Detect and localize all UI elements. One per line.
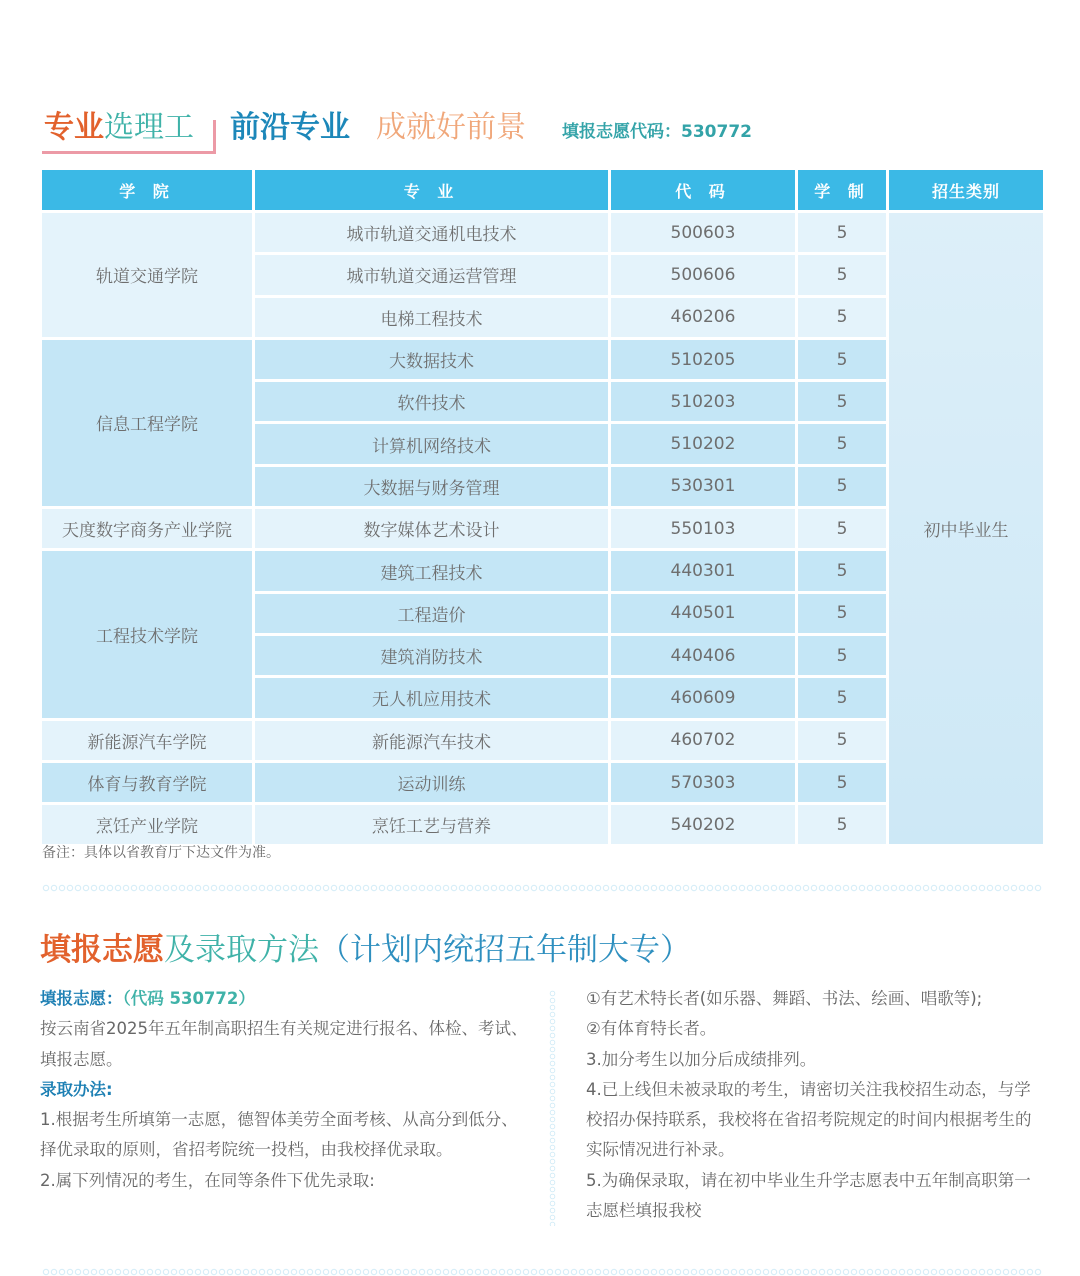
section-title-majors bbox=[42, 102, 752, 152]
major-cell: 建筑消防技术 bbox=[255, 636, 608, 678]
fill-label: 填报志愿：（代码 530772） bbox=[40, 989, 255, 1008]
years-cell: 5 bbox=[798, 424, 886, 466]
code-cell: 530301 bbox=[611, 467, 795, 509]
major-cell: 运动训练 bbox=[255, 763, 608, 805]
admit-item: 4.已上线但未被录取的考生，请密切关注我校招生动态，与学校招办保持联系，我校将在省招考院规定的时间内根据考生的实际情况进行补录。 bbox=[586, 1079, 1032, 1160]
code-cell: 460609 bbox=[611, 678, 795, 720]
admit-item: 5.为确保录取，请在初中毕业生升学志愿表中五年制高职第一志愿栏填报我校 bbox=[586, 1170, 1031, 1221]
table-row bbox=[42, 213, 1043, 255]
years-cell: 5 bbox=[798, 213, 886, 255]
majors-table bbox=[39, 170, 1046, 847]
admit-item: 3.加分考生以加分后成绩排列。 bbox=[586, 1049, 817, 1069]
title-paren: （计划内统招五年制大专） bbox=[319, 932, 691, 968]
major-cell: 大数据技术 bbox=[255, 340, 608, 382]
category-cell: 初中毕业生 bbox=[889, 213, 1043, 847]
code-cell: 500603 bbox=[611, 213, 795, 255]
years-cell: 5 bbox=[798, 805, 886, 847]
major-cell: 城市轨道交通机电技术 bbox=[255, 213, 608, 255]
code-cell: 440501 bbox=[611, 594, 795, 636]
code-cell: 460206 bbox=[611, 298, 795, 340]
title-future: 成就好前景 bbox=[376, 110, 526, 145]
section-title-admission bbox=[40, 924, 691, 969]
title-mid: 及录取方法 bbox=[164, 932, 319, 968]
admit-label: 录取办法: bbox=[40, 1079, 113, 1099]
code-cell: 460702 bbox=[611, 721, 795, 763]
table-header-row bbox=[42, 170, 1043, 213]
code-cell: 550103 bbox=[611, 509, 795, 551]
header-major: 专 业 bbox=[255, 170, 608, 213]
header-college: 学 院 bbox=[42, 170, 252, 213]
header-category: 招生类别 bbox=[889, 170, 1043, 213]
college-cell: 体育与教育学院 bbox=[42, 763, 252, 805]
major-cell: 新能源汽车技术 bbox=[255, 721, 608, 763]
major-cell: 烹饪工艺与营养 bbox=[255, 805, 608, 847]
major-cell: 建筑工程技术 bbox=[255, 551, 608, 593]
code-cell: 500606 bbox=[611, 255, 795, 297]
code-cell: 440406 bbox=[611, 636, 795, 678]
code-cell: 570303 bbox=[611, 763, 795, 805]
years-cell: 5 bbox=[798, 594, 886, 636]
header-code: 代 码 bbox=[611, 170, 795, 213]
code-cell: 440301 bbox=[611, 551, 795, 593]
college-cell: 工程技术学院 bbox=[42, 551, 252, 720]
table-note: 备注：具体以省教育厅下达文件为准。 bbox=[42, 845, 280, 861]
header-years: 学 制 bbox=[798, 170, 886, 213]
code-cell: 540202 bbox=[611, 805, 795, 847]
application-code: 填报志愿代码：530772 bbox=[562, 122, 752, 142]
years-cell: 5 bbox=[798, 636, 886, 678]
admit-item: 1.根据考生所填第一志愿，德智体美劳全面考核、从高分到低分、择优录取的原则，省招考院统一投档，由我校择优录取。 bbox=[40, 1110, 518, 1160]
title-emph: 专业 bbox=[44, 110, 104, 145]
years-cell: 5 bbox=[798, 678, 886, 720]
major-cell: 大数据与财务管理 bbox=[255, 467, 608, 509]
major-cell: 电梯工程技术 bbox=[255, 298, 608, 340]
years-cell: 5 bbox=[798, 255, 886, 297]
title-box bbox=[42, 102, 216, 152]
years-cell: 5 bbox=[798, 298, 886, 340]
wavy-divider bbox=[42, 884, 1042, 892]
major-cell: 计算机网络技术 bbox=[255, 424, 608, 466]
years-cell: 5 bbox=[798, 763, 886, 805]
code-cell: 510205 bbox=[611, 340, 795, 382]
major-cell: 城市轨道交通运营管理 bbox=[255, 255, 608, 297]
college-cell: 新能源汽车学院 bbox=[42, 721, 252, 763]
years-cell: 5 bbox=[798, 551, 886, 593]
years-cell: 5 bbox=[798, 467, 886, 509]
major-cell: 无人机应用技术 bbox=[255, 678, 608, 720]
major-cell: 软件技术 bbox=[255, 382, 608, 424]
admit-item: 2.属下列情况的考生，在同等条件下优先录取: bbox=[40, 1170, 375, 1190]
college-cell: 轨道交通学院 bbox=[42, 213, 252, 340]
wavy-divider-bottom bbox=[42, 1268, 1042, 1276]
years-cell: 5 bbox=[798, 382, 886, 424]
vertical-wavy-divider bbox=[549, 990, 556, 1226]
college-cell: 信息工程学院 bbox=[42, 340, 252, 509]
title-rest: 选理工 bbox=[104, 110, 194, 145]
code-cell: 510202 bbox=[611, 424, 795, 466]
admit-item: ②有体育特长者。 bbox=[586, 1019, 717, 1039]
major-cell: 数字媒体艺术设计 bbox=[255, 509, 608, 551]
years-cell: 5 bbox=[798, 509, 886, 551]
years-cell: 5 bbox=[798, 721, 886, 763]
years-cell: 5 bbox=[798, 340, 886, 382]
college-cell: 天度数字商务产业学院 bbox=[42, 509, 252, 551]
admission-right-column bbox=[586, 984, 1046, 1226]
fill-text: 按云南省2025年五年制高职招生有关规定进行报名、体检、考试、填报志愿。 bbox=[40, 1019, 528, 1069]
title-emph: 填报志愿 bbox=[40, 932, 164, 968]
title-frontier: 前沿专业 bbox=[230, 110, 350, 145]
college-cell: 烹饪产业学院 bbox=[42, 805, 252, 847]
admission-left-column bbox=[40, 984, 530, 1196]
admit-item: ①有艺术特长者(如乐器、舞蹈、书法、绘画、唱歌等); bbox=[586, 989, 983, 1008]
major-cell: 工程造价 bbox=[255, 594, 608, 636]
code-cell: 510203 bbox=[611, 382, 795, 424]
